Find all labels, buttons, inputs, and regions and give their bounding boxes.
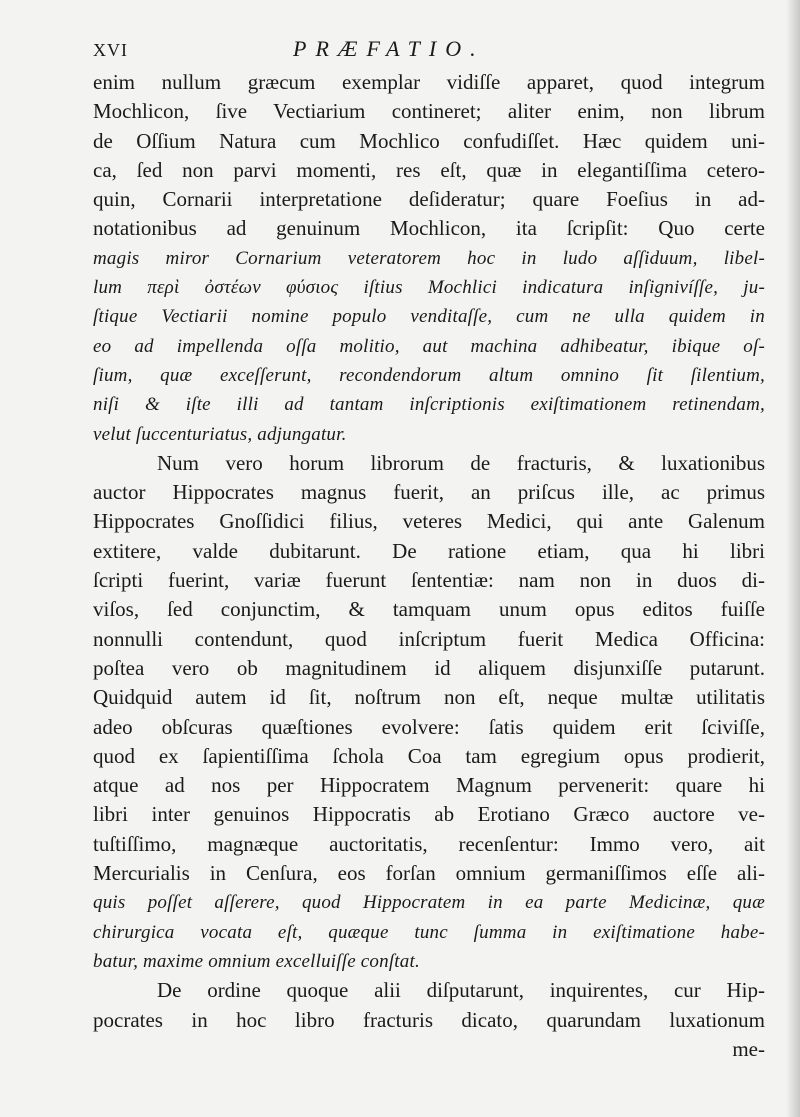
text-line: adeo obſcuras quæſtiones evolvere: ſatis quidem erit ſciviſſe, [93, 714, 765, 739]
page-header [93, 36, 743, 66]
page-edge-shadow [786, 0, 800, 1117]
text-line: atque ad nos per Hippocratem Magnum pervenerit: quare hi [93, 773, 765, 798]
text-line: nonnulli contendunt, quod inſcriptum fuerit Medica Officina: [93, 626, 765, 651]
text-line: lum περὶ ὀστέων φύσιος iſtius Mochlici indicatura inſignivíſſe, ju- [93, 277, 765, 299]
text-line: notationibus ad genuinum Mochlicon, ita ſcripſit: Quo certe [93, 216, 765, 241]
text-line: Num vero horum librorum de fracturis, & luxationibus [157, 450, 765, 475]
text-line: niſi & iſte illi ad tantam inſcriptionis exiſtimationem retinendam, [93, 394, 765, 416]
text-line: eo ad impellenda oſſa molitio, aut machina adhibeatur, ibique oſ- [93, 335, 765, 357]
catchword: me- [732, 1036, 765, 1061]
text-line: enim nullum græcum exemplar vidiſſe apparet, quod integrum [93, 70, 765, 94]
text-line: extitere, valde dubitarunt. De ratione etiam, qua hi libri [93, 538, 765, 563]
text-line: Quidquid autem id ſit, noſtrum non eſt, neque multæ utilitatis [93, 685, 765, 710]
text-line: Mercurialis in Cenſura, eos forſan omnium germaniſſimos eſſe ali- [93, 861, 765, 886]
text-line: ca, ſed non parvi momenti, res eſt, quæ in elegantiſſima cetero- [93, 157, 765, 182]
text-line: ſtique Vectiarii nomine populo venditaſſe, cum ne ulla quidem in [93, 306, 765, 328]
text-line: pocrates in hoc libro fracturis dicato, quarundam luxationum [93, 1007, 765, 1032]
text-line: quis poſſet aſſerere, quod Hippocratem in ea parte Medicinæ, quæ [93, 892, 765, 914]
text-line: Mochlicon, ſive Vectiarium contineret; aliter enim, non librum [93, 99, 765, 124]
text-line: chirurgica vocata eſt, quæque tunc ſumma in exiſtimatione habe- [93, 921, 765, 943]
text-line: libri inter genuinos Hippocratis ab Erotiano Græco auctore ve- [93, 802, 765, 827]
text-line: quod ex ſapientiſſima ſchola Coa tam egregium opus prodierit, [93, 743, 765, 768]
text-line: magis miror Cornarium veteratorem hoc in ludo aſſiduum, libel- [93, 247, 765, 269]
text-line: velut ſuccenturiatus, adjungatur. [93, 423, 347, 445]
text-line: viſos, ſed conjunctim, & tamquam unum opus editos fuiſſe [93, 597, 765, 622]
text-line: auctor Hippocrates magnus fuerit, an priſcus ille, ac primus [93, 480, 765, 505]
text-line: quin, Cornarii interpretatione deſideratur; quare Foeſius in ad- [93, 187, 765, 212]
running-title: PRÆFATIO. [293, 36, 485, 61]
text-line: tuſtiſſimo, magnæque auctoritatis, recenſentur: Immo vero, ait [93, 831, 765, 856]
text-line: ſium, quæ exceſſerunt, recondendorum altum omnino ſit ſilentium, [93, 364, 765, 386]
text-line: batur, maxime omnium excelluiſſe conſtat. [93, 950, 420, 972]
text-line: de Oſſium Natura cum Mochlico confudiſſet. Hæc quidem uni- [93, 128, 765, 153]
body-text [93, 68, 765, 1064]
text-line: ſcripti fuerint, variæ fuerunt ſententiæ: nam non in duos di- [93, 568, 765, 593]
text-line: De ordine quoque alii diſputarunt, inquirentes, cur Hip- [157, 978, 765, 1003]
page-number: XVI [93, 40, 128, 60]
text-line: poſtea vero ob magnitudinem id aliquem disjunxiſſe putarunt. [93, 655, 765, 680]
text-line: Hippocrates Gnoſſidici filius, veteres Medici, qui ante Galenum [93, 509, 765, 534]
